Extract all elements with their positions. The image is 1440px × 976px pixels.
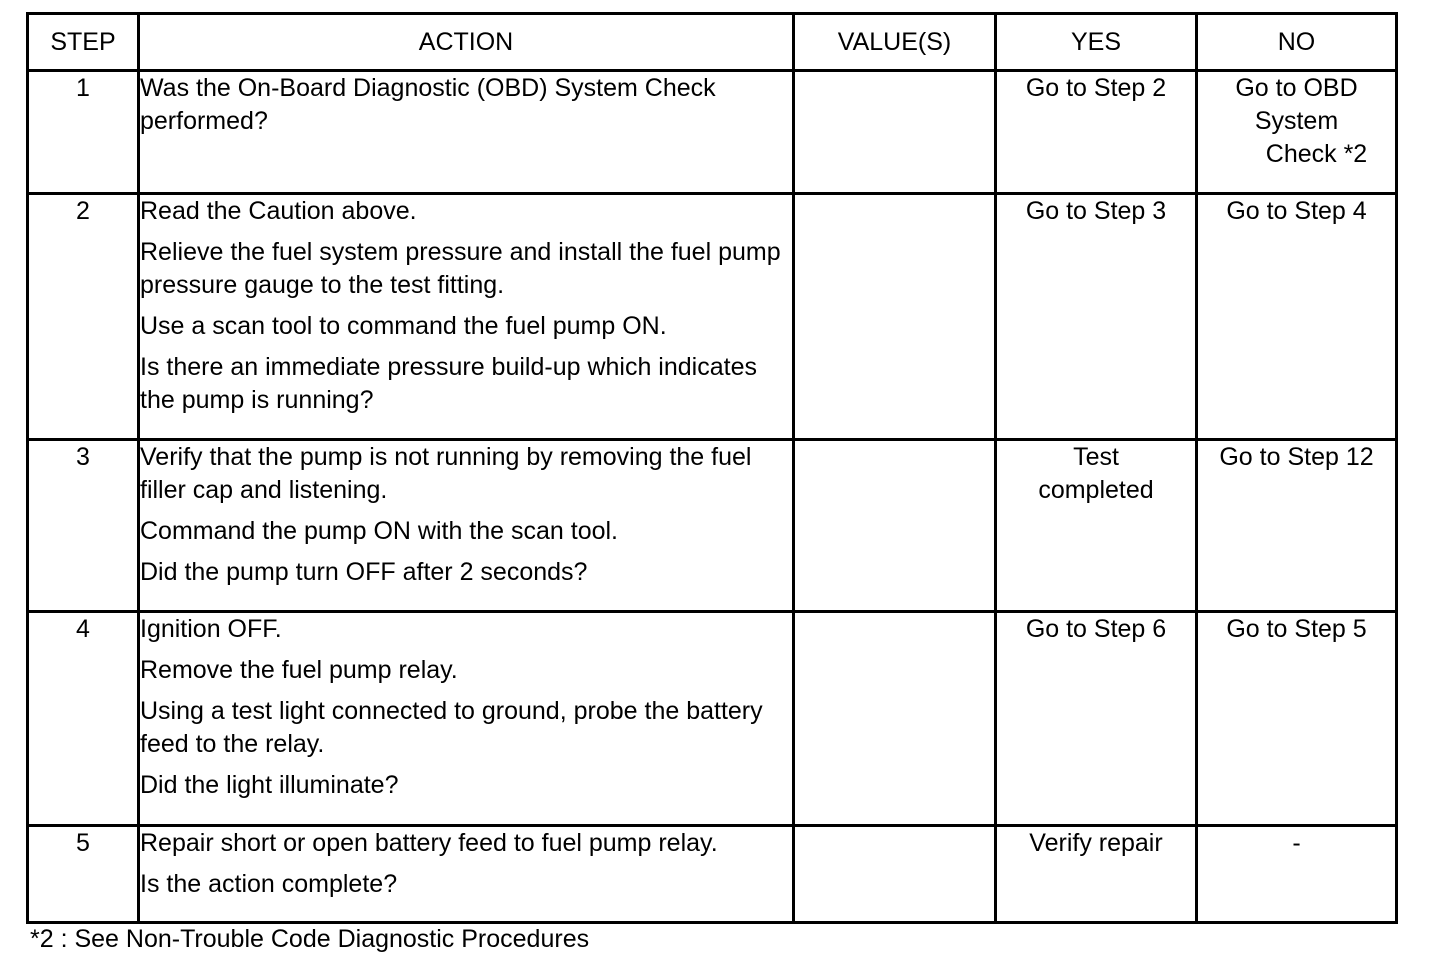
action-line: Use a scan tool to command the fuel pump ON. (140, 312, 667, 340)
table-row (28, 71, 1397, 194)
no-cell (1197, 194, 1397, 440)
action-line: Command the pump ON with the scan tool. (140, 517, 619, 545)
no-line: System (1254, 107, 1339, 135)
yes-cell: Go to Step 2 (996, 71, 1197, 194)
no-line: Go to OBD (1235, 74, 1358, 102)
action-line: Using a test light connected to ground, probe the battery feed to the relay. (140, 697, 763, 758)
step-number: 3 (28, 440, 139, 612)
value-cell (794, 71, 996, 194)
action-line: Repair short or open battery feed to fuel pump relay. (140, 829, 718, 857)
yes-cell: Go to Step 6 (996, 612, 1197, 826)
action-line: Relieve the fuel system pressure and install the fuel pump pressure gauge to the test fitting. (140, 238, 781, 299)
action-line: Read the Caution above. (140, 197, 417, 225)
header-no: NO (1197, 14, 1397, 71)
step-number: 5 (28, 826, 139, 923)
no-cell (1197, 440, 1397, 612)
footnote: *2 : See Non-Trouble Code Diagnostic Procedures (30, 925, 590, 953)
action-cell (139, 826, 794, 923)
no-cell (1197, 71, 1397, 194)
table-row (28, 826, 1397, 923)
action-cell (139, 194, 794, 440)
diagnostic-table (26, 12, 1398, 924)
action-line: Verify that the pump is not running by removing the fuel filler cap and listening. (140, 443, 752, 504)
no-cell (1197, 826, 1397, 923)
action-cell (139, 71, 794, 194)
no-line: Check *2 (1265, 140, 1368, 168)
value-cell (794, 826, 996, 923)
no-line: - (1292, 829, 1301, 857)
no-line: Go to Step 4 (1226, 197, 1367, 225)
header-row (28, 14, 1397, 71)
header-yes: YES (996, 14, 1197, 71)
action-cell (139, 612, 794, 826)
table-row (28, 440, 1397, 612)
value-cell (794, 440, 996, 612)
value-cell (794, 612, 996, 826)
table-row (28, 612, 1397, 826)
no-cell (1197, 612, 1397, 826)
step-number: 2 (28, 194, 139, 440)
yes-cell: Verify repair (996, 826, 1197, 923)
value-cell (794, 194, 996, 440)
action-line: Is there an immediate pressure build-up which indicates the pump is running? (140, 353, 757, 414)
header-step: STEP (28, 14, 139, 71)
yes-cell: Test completed (996, 440, 1197, 612)
action-line: Did the light illuminate? (140, 771, 399, 799)
yes-cell: Go to Step 3 (996, 194, 1197, 440)
step-number: 4 (28, 612, 139, 826)
action-line: Was the On-Board Diagnostic (OBD) System Check performed? (140, 74, 716, 135)
action-line: Ignition OFF. (140, 615, 282, 643)
step-number: 1 (28, 71, 139, 194)
action-line: Did the pump turn OFF after 2 seconds? (140, 558, 588, 586)
action-cell (139, 440, 794, 612)
action-line: Is the action complete? (140, 870, 398, 898)
header-action: ACTION (139, 14, 794, 71)
no-line: Go to Step 5 (1226, 615, 1367, 643)
action-line: Remove the fuel pump relay. (140, 656, 458, 684)
no-line: Go to Step 12 (1219, 443, 1374, 471)
table-row (28, 194, 1397, 440)
header-values: VALUE(S) (794, 14, 996, 71)
